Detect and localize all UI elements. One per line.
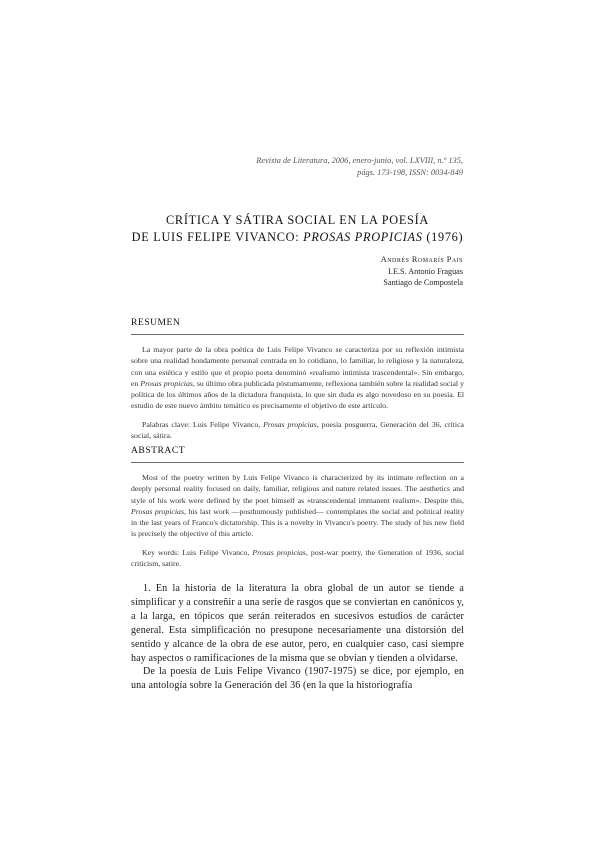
abstract-keywords-1: Luis Felipe Vivanco, [179, 547, 253, 557]
abstract-keywords-work: Prosas propicias [252, 547, 306, 557]
abstract-keywords-2: , post-war poetry, the Generation of 1936, social criticism, satire. [131, 547, 465, 569]
resumen-divider [131, 334, 464, 335]
resumen-keywords-2: , poesía posguerra, Generación del 36, crítica social, sátira. [131, 419, 464, 441]
author-name: Andrés Romarís Pais [380, 255, 463, 264]
resumen-paragraph [131, 344, 464, 412]
abstract-divider [131, 462, 464, 463]
resumen-keywords-1: Luis Felipe Vivanco, [190, 419, 264, 429]
resumen-keywords [131, 419, 464, 442]
abstract-heading: ABSTRACT [131, 445, 186, 456]
abstract-section [131, 445, 464, 576]
resumen-keywords-label: Palabras clave: [142, 419, 191, 429]
journal-citation [256, 155, 463, 179]
citation-line-2: págs. 173-198, ISSN: 0034-849 [357, 168, 463, 177]
title-line-2 [0, 229, 595, 246]
article-title [0, 212, 595, 246]
abstract-work-name: Prosas propicias [131, 506, 184, 516]
author-block [381, 254, 463, 289]
author-city: Santiago de Compostela [383, 278, 463, 287]
resumen-heading: RESUMEN [131, 317, 181, 328]
abstract-paragraph [131, 472, 464, 540]
abstract-keywords-label: Key words: [142, 547, 180, 557]
author-institution: I.E.S. Antonio Fraguas [388, 266, 463, 276]
resumen-work-name: Prosas propicias [140, 378, 193, 388]
body-text [131, 582, 464, 693]
title-work-name: PROSAS PROPICIAS [303, 230, 423, 244]
resumen-text-2: , su último obra publicada póstumamente, reflexiona también sobre la realidad social y política de los últimos años de la dictadura franquista, lo que sin duda es algo novedoso en su poesía. El estudio de este nuevo ámbito temático es precisamente el objetivo de este artículo. [131, 378, 464, 411]
abstract-text-1: Most of the poetry written by Luis Felipe Vivanco is characterized by its intimate reflection on a deeply personal reality focused on daily, familiar, religious and nature related issues. The aesthetics and style of his work were defined by the poet himself as «transcendental immanent realism». Despite this, [131, 473, 464, 505]
abstract-keywords [131, 547, 464, 570]
title-line-2-prefix: DE LUIS FELIPE VIVANCO: [131, 230, 304, 244]
body-paragraph-2: De la poesía de Luis Felipe Vivanco (1907-1975) se dice, por ejemplo, en una antología sobre la Generación del 36 (en la que la historiografía [131, 666, 464, 692]
citation-line-1: Revista de Literatura, 2006, enero-junio, vol. LXVIII, n.º 135, [256, 156, 463, 165]
title-line-1: CRÍTICA Y SÁTIRA SOCIAL EN LA POESÍA [166, 213, 429, 227]
resumen-section [131, 317, 464, 448]
body-paragraph-1: 1. En la historia de la literatura la obra global de un autor se tiende a simplificar y a constreñir a una serie de rasgos que se conviertan en canónicos y, a la larga, en tópicos que serán reiterados en sucesivos estudios de carácter general. Esta simplificación no presupone necesariamente una distorsión del sentido y alcance de la obra de ese autor, pero, en cualquier caso, casi siempre hay aspectos o ramificaciones de la misma que se obvian y tienden a olvidarse. [131, 583, 464, 664]
title-line-2-suffix: (1976) [422, 230, 464, 244]
abstract-text-2: , his last work —posthumously published— contemplates the social and political reality in the last years of Franco's dictatorship. This is a novelty in Vivanco's poetry. The study of his new field is precisely the objective of this article. [131, 506, 464, 539]
resumen-text-1: La mayor parte de la obra poética de Luis Felipe Vivanco se caracteriza por su reflexión intimista sobre una realidad hondamente personal centrada en lo cotidiano, lo familiar, lo religioso y la naturaleza, con una estética y estilo que el propio poeta denominó «realismo intimista trascendental». Sin embargo, en [131, 345, 464, 388]
resumen-keywords-work: Prosas propicias [263, 419, 317, 429]
